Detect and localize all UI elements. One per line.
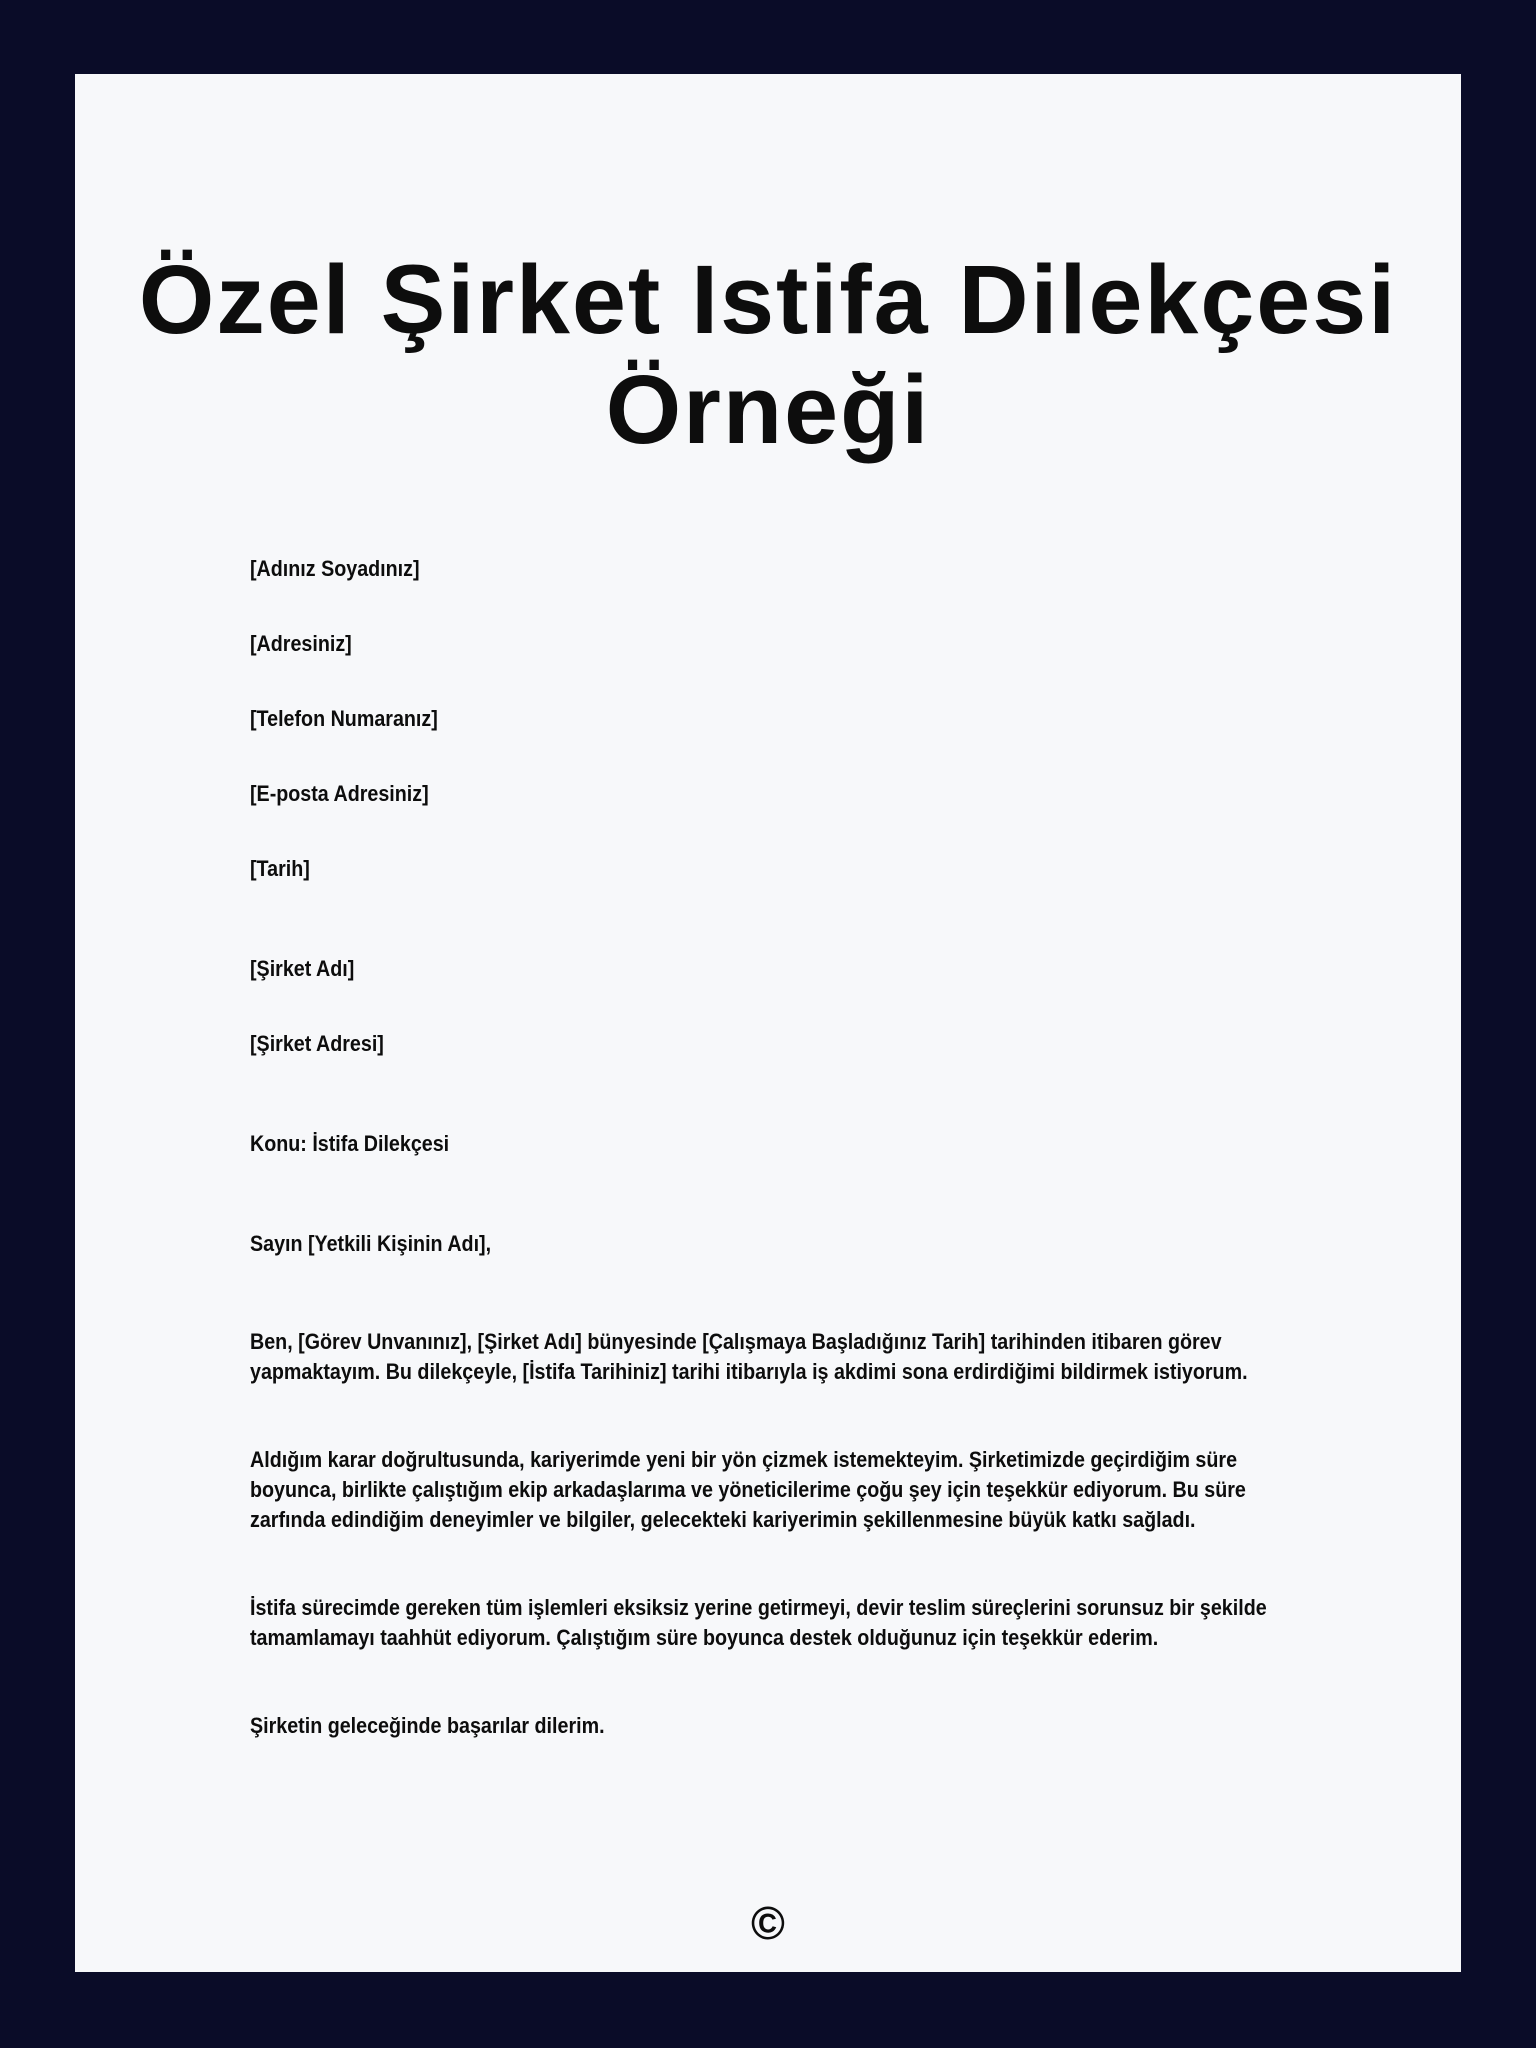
letter-document	[75, 74, 1461, 1972]
body-paragraph-1: Ben, [Görev Unvanınız], [Şirket Adı] bünyesinde [Çalışmaya Başladığınız Tarih] tarihinden itibaren görev yapmaktayım. Bu dilekçeyle, [İstifa Tarihiniz] tarihi itibarıyla iş akdimi sona erdirdiğimi bildirmek istiyorum.	[250, 1329, 1248, 1384]
page-title-line2: Örneği	[605, 355, 931, 464]
salutation-line: Sayın [Yetkili Kişinin Adı],	[250, 1231, 492, 1256]
subject-line: Konu: İstifa Dilekçesi	[250, 1131, 450, 1156]
date-placeholder: [Tarih]	[250, 856, 310, 881]
sender-name-placeholder: [Adınız Soyadınız]	[250, 556, 420, 581]
company-name-placeholder: [Şirket Adı]	[250, 956, 355, 981]
sender-phone-placeholder: [Telefon Numaranız]	[250, 706, 438, 731]
sender-address-placeholder: [Adresiniz]	[250, 631, 352, 656]
closing-line: Şirketin geleceğinde başarılar dilerim.	[250, 1713, 605, 1738]
copyright-icon: ©	[751, 1897, 785, 1949]
company-address-placeholder: [Şirket Adresi]	[250, 1031, 384, 1056]
letter-body	[250, 554, 1270, 1741]
page-title	[75, 245, 1461, 465]
body-paragraph-3: İstifa sürecimde gereken tüm işlemleri eksiksiz yerine getirmeyi, devir teslim süreçlerini sorunsuz bir şekilde tamamlamayı taahhüt ediyorum. Çalıştığım süre boyunca destek olduğunuz için teşekkür ederim.	[250, 1595, 1267, 1650]
body-paragraph-2: Aldığım karar doğrultusunda, kariyerimde yeni bir yön çizmek istemekteyim. Şirketimizde geçirdiğim süre boyunca, birlikte çalıştığım ekip arkadaşlarıma ve yöneticilerime çoğu şey için teşekkür ediyorum. Bu süre zarfında edindiğim deneyimler ve bilgiler, gelecekteki kariyerimin şekillenmesine büyük katkı sağladı.	[250, 1447, 1246, 1532]
sender-email-placeholder: [E-posta Adresiniz]	[250, 781, 429, 806]
page-title-line1: Özel Şirket Istifa Dilekçesi	[138, 245, 1398, 354]
